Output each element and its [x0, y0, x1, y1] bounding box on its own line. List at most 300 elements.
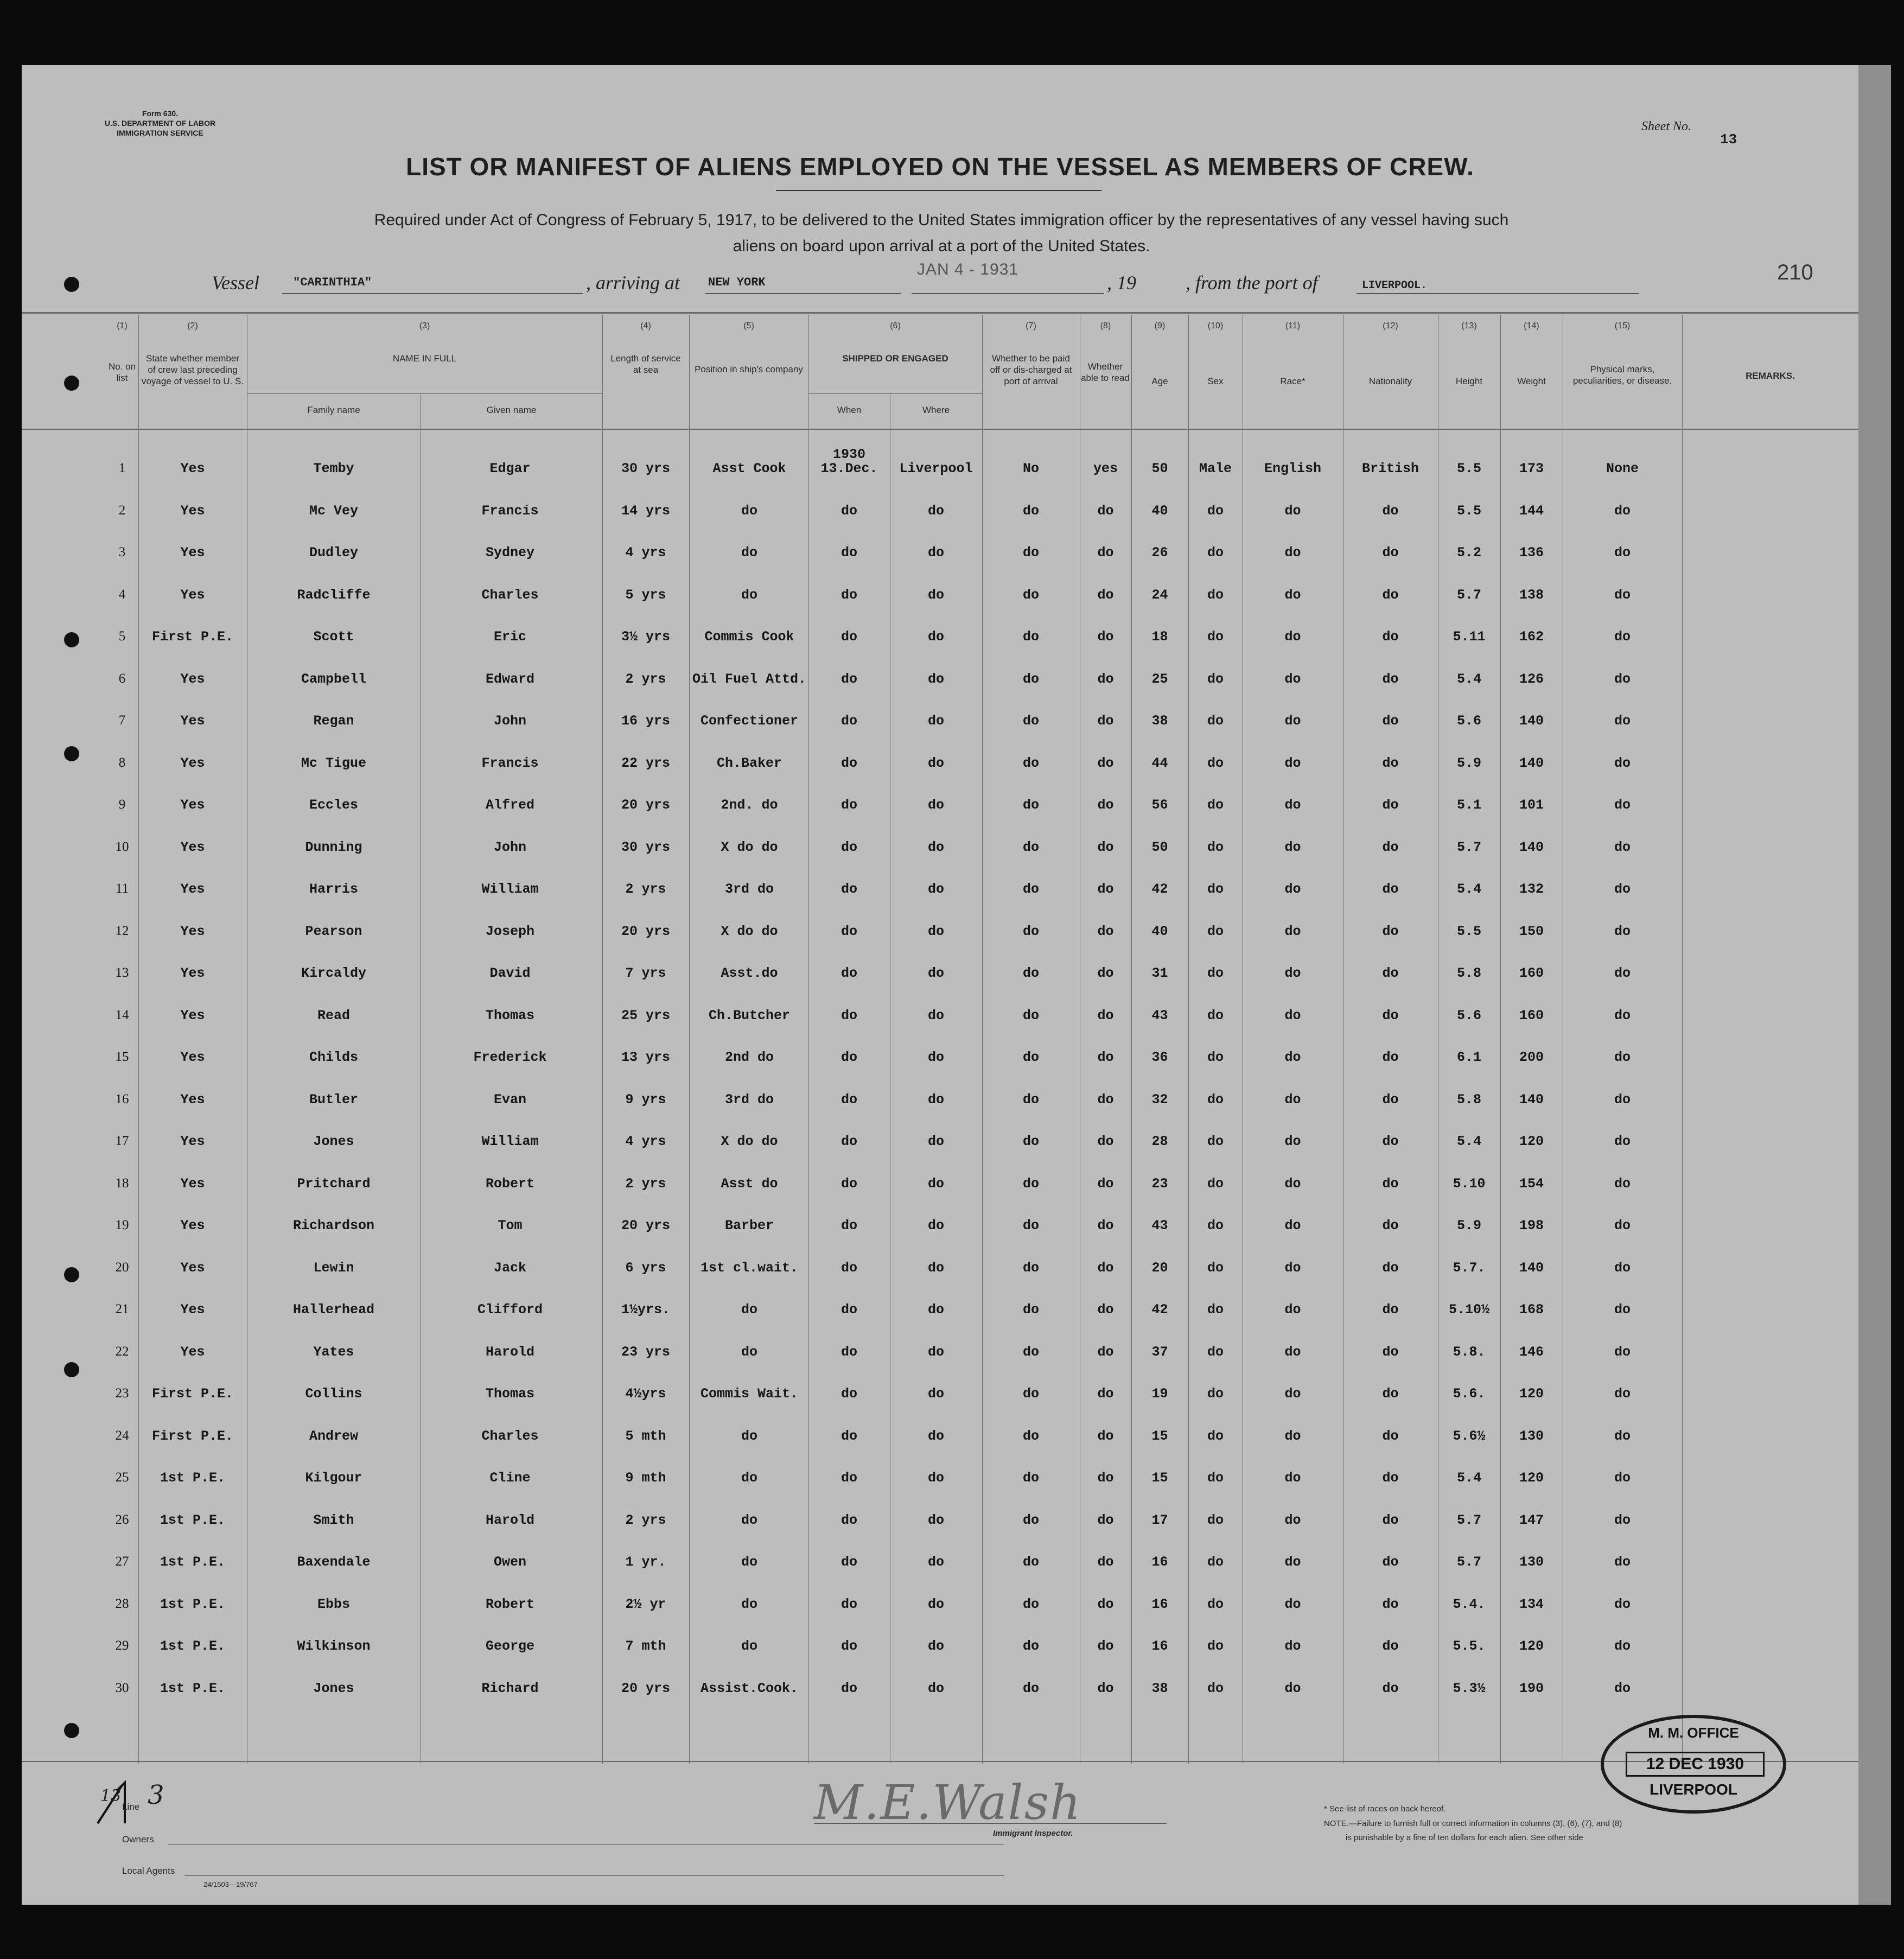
punch-hole: [64, 376, 79, 391]
cell-nationality: do: [1382, 1091, 1399, 1108]
cell-marks: do: [1614, 545, 1631, 561]
cell-no: 6: [118, 671, 126, 686]
cell-paid-off: do: [1022, 1680, 1039, 1696]
cell-service: 23 yrs: [621, 1344, 670, 1360]
cell-read: do: [1097, 1007, 1114, 1023]
cell-given: Frederick: [473, 1050, 547, 1065]
cell-sex: do: [1207, 1050, 1224, 1065]
cell-when: do: [840, 1470, 857, 1486]
cell-given: Edward: [485, 671, 534, 687]
cell-paid-off: do: [1022, 1596, 1039, 1612]
cell-nationality: do: [1382, 629, 1399, 645]
cell-member: Yes: [180, 713, 205, 729]
cell-height: 5.4: [1456, 1470, 1481, 1486]
cell-sex: do: [1207, 1512, 1224, 1528]
cell-height: 5.8: [1456, 965, 1481, 981]
col-num-12: (12): [1383, 321, 1398, 330]
cell-race: do: [1284, 1638, 1301, 1654]
cell-read: do: [1097, 503, 1114, 519]
cell-given: Cline: [489, 1470, 531, 1486]
cell-race: do: [1284, 755, 1301, 771]
cell-age: 15: [1151, 1428, 1168, 1444]
cell-where: Liverpool: [899, 461, 973, 476]
cell-race: do: [1284, 629, 1301, 645]
cell-nationality: do: [1382, 1007, 1399, 1023]
col-num-3: (3): [419, 321, 430, 330]
cell-member: Yes: [180, 1007, 205, 1023]
cell-sex: do: [1207, 1175, 1224, 1192]
header-sex: Sex: [1207, 376, 1224, 386]
cell-nationality: do: [1382, 713, 1399, 729]
cell-where: do: [927, 1470, 944, 1486]
cell-read: do: [1097, 1260, 1114, 1276]
cell-marks: do: [1614, 1175, 1631, 1192]
cell-age: 26: [1151, 545, 1168, 561]
header-length-of-service: Length of service at sea: [610, 353, 681, 375]
cell-service: 4 yrs: [625, 1134, 666, 1149]
cell-weight: 136: [1519, 545, 1544, 561]
cell-family: Wilkinson: [297, 1638, 371, 1654]
cell-height: 5.7: [1456, 1554, 1481, 1570]
cell-read: do: [1097, 629, 1114, 645]
cell-given: Robert: [485, 1596, 534, 1612]
cell-position: Commis Wait.: [700, 1386, 799, 1402]
cell-weight: 126: [1519, 671, 1544, 687]
cell-race: do: [1284, 797, 1301, 813]
cell-race: English: [1264, 461, 1322, 476]
cell-given: Edgar: [489, 461, 531, 476]
header-family-name: Family name: [307, 405, 360, 415]
cell-family: Eccles: [309, 797, 358, 813]
cell-position: 2nd. do: [721, 797, 778, 813]
signature-line: [814, 1823, 1167, 1824]
cell-position: do: [741, 503, 757, 519]
cell-height: 5.11: [1453, 629, 1486, 645]
cell-height: 5.5: [1456, 503, 1481, 519]
cell-when: do: [840, 1218, 857, 1233]
cell-given: John: [493, 839, 526, 855]
cell-sex: do: [1207, 629, 1224, 645]
cell-marks: do: [1614, 1344, 1631, 1360]
cell-family: Kilgour: [305, 1470, 362, 1486]
cell-given: Harold: [485, 1512, 534, 1528]
cell-service: 1 yr.: [625, 1554, 666, 1570]
cell-member: Yes: [180, 923, 205, 939]
cell-race: do: [1284, 1134, 1301, 1149]
cell-service: 2½ yr: [625, 1596, 666, 1612]
cell-given: Tom: [498, 1218, 523, 1233]
cell-where: do: [927, 1344, 944, 1360]
cell-marks: do: [1614, 1091, 1631, 1108]
cell-given: Francis: [481, 503, 539, 519]
shipped-header-rule: [808, 393, 982, 394]
cell-race: do: [1284, 1050, 1301, 1065]
cell-race: do: [1284, 1344, 1301, 1360]
cell-family: Yates: [313, 1344, 354, 1360]
cell-height: 5.1: [1456, 797, 1481, 813]
cell-family: Dunning: [305, 839, 362, 855]
cell-weight: 162: [1519, 629, 1544, 645]
punch-hole: [64, 1267, 79, 1282]
cell-position: do: [741, 1638, 757, 1654]
cell-family: Mc Vey: [309, 503, 358, 519]
cell-paid-off: do: [1022, 1218, 1039, 1233]
cell-member: Yes: [180, 1344, 205, 1360]
cell-position: Barber: [724, 1218, 774, 1233]
cell-family: Scott: [313, 629, 354, 645]
cell-race: do: [1284, 1428, 1301, 1444]
cell-no: 3: [118, 545, 126, 559]
cell-height: 5.3½: [1453, 1680, 1486, 1696]
page-title: LIST OR MANIFEST OF ALIENS EMPLOYED ON THE VESSEL AS MEMBERS OF CREW.: [406, 152, 1474, 181]
cell-no: 20: [115, 1260, 129, 1275]
cell-read: do: [1097, 839, 1114, 855]
cell-no: 11: [115, 881, 129, 896]
cell-no: 26: [115, 1512, 129, 1527]
cell-family: Radcliffe: [297, 587, 371, 603]
cell-read: do: [1097, 1218, 1114, 1233]
cell-no: 8: [118, 755, 126, 770]
cell-position: do: [741, 587, 757, 603]
cell-when: do: [840, 923, 857, 939]
cell-marks: do: [1614, 755, 1631, 771]
col-num-2: (2): [187, 321, 198, 330]
cell-sex: do: [1207, 1302, 1224, 1318]
cell-marks: do: [1614, 671, 1631, 687]
cell-weight: 120: [1519, 1386, 1544, 1402]
cell-family: Collins: [305, 1386, 362, 1402]
from-port-underline: [1357, 293, 1639, 294]
cell-paid-off: do: [1022, 1134, 1039, 1149]
cell-family: Butler: [309, 1091, 358, 1108]
cell-paid-off: do: [1022, 965, 1039, 981]
cell-no: 13: [115, 965, 129, 980]
cell-weight: 101: [1519, 797, 1544, 813]
cell-when: do: [840, 1050, 857, 1065]
cell-read: do: [1097, 1554, 1114, 1570]
cell-nationality: British: [1361, 461, 1419, 476]
cell-sex: do: [1207, 1638, 1224, 1654]
arriving-underline: [705, 293, 901, 294]
cell-paid-off: do: [1022, 1554, 1039, 1570]
cell-nationality: do: [1382, 1134, 1399, 1149]
cell-weight: 130: [1519, 1554, 1544, 1570]
cell-when: do: [840, 1260, 857, 1276]
arriving-port: NEW YORK: [708, 276, 766, 289]
punch-hole: [64, 1723, 79, 1738]
cell-height: 5.4.: [1453, 1596, 1486, 1612]
cell-member: Yes: [180, 671, 205, 687]
handwritten-total: 13: [100, 1786, 122, 1805]
header-able-to-read: Whether able to read: [1081, 361, 1130, 383]
cell-nationality: do: [1382, 1175, 1399, 1192]
cell-paid-off: do: [1022, 1007, 1039, 1023]
cell-family: Temby: [313, 461, 354, 476]
cell-weight: 160: [1519, 1007, 1544, 1023]
cell-read: do: [1097, 1638, 1114, 1654]
sheet-number-label: Sheet No.: [1641, 119, 1691, 133]
cell-no: 5: [118, 629, 126, 644]
cell-service: 25 yrs: [621, 1007, 670, 1023]
cell-service: 2 yrs: [625, 671, 666, 687]
cell-height: 5.5.: [1453, 1638, 1486, 1654]
cell-no: 24: [115, 1428, 129, 1443]
cell-age: 50: [1151, 839, 1168, 855]
cell-when: do: [840, 1554, 857, 1570]
cell-paid-off: do: [1022, 1428, 1039, 1444]
cell-marks: None: [1606, 461, 1639, 476]
date-underline: [912, 293, 1104, 294]
cell-marks: do: [1614, 1007, 1631, 1023]
cell-weight: 134: [1519, 1596, 1544, 1612]
cell-paid-off: do: [1022, 1175, 1039, 1192]
cell-age: 40: [1151, 503, 1168, 519]
punch-hole: [64, 746, 79, 761]
column-divider: [982, 315, 983, 1764]
cell-when: do: [840, 1638, 857, 1654]
cell-when: do: [840, 1134, 857, 1149]
cell-member: 1st P.E.: [160, 1638, 226, 1654]
cell-nationality: do: [1382, 503, 1399, 519]
punch-hole: [64, 277, 79, 292]
form-number: Form 630.: [142, 109, 179, 118]
cell-marks: do: [1614, 1680, 1631, 1696]
cell-weight: 198: [1519, 1218, 1544, 1233]
cell-where: do: [927, 923, 944, 939]
cell-member: First P.E.: [151, 1386, 234, 1402]
cell-when: do: [840, 1302, 857, 1318]
cell-nationality: do: [1382, 1428, 1399, 1444]
cell-height: 5.6.: [1453, 1386, 1486, 1402]
cell-height: 5.10: [1453, 1175, 1486, 1192]
cell-where: do: [927, 1260, 944, 1276]
cell-marks: do: [1614, 1218, 1631, 1233]
cell-race: do: [1284, 1554, 1301, 1570]
header-nationality: Nationality: [1368, 376, 1412, 386]
cell-service: 16 yrs: [621, 713, 670, 729]
cell-when: do: [840, 1386, 857, 1402]
cell-nationality: do: [1382, 923, 1399, 939]
cell-no: 10: [115, 839, 129, 854]
cell-family: Andrew: [309, 1428, 358, 1444]
cell-weight: 120: [1519, 1638, 1544, 1654]
cell-given: Alfred: [485, 797, 534, 813]
subtitle-line-1: Required under Act of Congress of February 5, 1917, to be delivered to the United States immigration officer by the representatives of any vessel having such: [374, 211, 1509, 229]
cell-race: do: [1284, 503, 1301, 519]
cell-nationality: do: [1382, 839, 1399, 855]
cell-member: Yes: [180, 1175, 205, 1192]
cell-family: Campbell: [301, 671, 367, 687]
cell-paid-off: do: [1022, 797, 1039, 813]
cell-read: do: [1097, 587, 1114, 603]
title-underline: [776, 190, 1101, 191]
cell-where: do: [927, 587, 944, 603]
cell-member: Yes: [180, 1260, 205, 1276]
cell-family: Mc Tigue: [301, 755, 367, 771]
cell-nationality: do: [1382, 1680, 1399, 1696]
cell-weight: 168: [1519, 1302, 1544, 1318]
header-remarks: REMARKS.: [1746, 371, 1795, 381]
cell-service: 20 yrs: [621, 923, 670, 939]
header-where: Where: [922, 405, 950, 415]
cell-sex: do: [1207, 671, 1224, 687]
from-port: LIVERPOOL.: [1362, 279, 1428, 292]
cell-when: do: [840, 1428, 857, 1444]
header-position: Position in ship's company: [695, 364, 803, 374]
cell-where: do: [927, 839, 944, 855]
cell-race: do: [1284, 1386, 1301, 1402]
cell-nationality: do: [1382, 1470, 1399, 1486]
cell-service: 5 yrs: [625, 587, 666, 603]
cell-read: do: [1097, 1596, 1114, 1612]
cell-weight: 138: [1519, 587, 1544, 603]
cell-where: do: [927, 545, 944, 561]
cell-member: Yes: [180, 881, 205, 897]
cell-age: 32: [1151, 1091, 1168, 1108]
cell-where: do: [927, 713, 944, 729]
cell-read: do: [1097, 881, 1114, 897]
cell-age: 16: [1151, 1638, 1168, 1654]
cell-family: Read: [317, 1007, 350, 1023]
cell-marks: do: [1614, 1302, 1631, 1318]
cell-paid-off: No: [1022, 461, 1039, 476]
cell-weight: 154: [1519, 1175, 1544, 1192]
cell-given: Thomas: [485, 1007, 534, 1023]
cell-no: 23: [115, 1386, 129, 1401]
cell-race: do: [1284, 881, 1301, 897]
col-num-9: (9): [1154, 321, 1166, 330]
cell-weight: 140: [1519, 713, 1544, 729]
cell-service: 2 yrs: [625, 1512, 666, 1528]
cell-age: 38: [1151, 1680, 1168, 1696]
cell-when: do: [840, 1091, 857, 1108]
cell-given: Clifford: [477, 1302, 543, 1318]
col-num-6: (6): [890, 321, 901, 330]
cell-service: 7 mth: [625, 1638, 666, 1654]
cell-race: do: [1284, 839, 1301, 855]
local-agents-line: [184, 1875, 1004, 1876]
cell-given: William: [481, 1134, 539, 1149]
cell-sex: do: [1207, 1428, 1224, 1444]
header-when: When: [837, 405, 862, 415]
cell-position: 1st cl.wait.: [700, 1260, 799, 1276]
cell-where: do: [927, 965, 944, 981]
cell-sex: do: [1207, 839, 1224, 855]
col-num-5: (5): [743, 321, 754, 330]
cell-no: 16: [115, 1091, 129, 1106]
cell-race: do: [1284, 1302, 1301, 1318]
cell-marks: do: [1614, 1470, 1631, 1486]
cell-age: 16: [1151, 1596, 1168, 1612]
cell-when: do: [840, 545, 857, 561]
column-divider: [1188, 315, 1189, 1764]
cell-marks: do: [1614, 1260, 1631, 1276]
cell-age: 43: [1151, 1007, 1168, 1023]
cell-weight: 140: [1519, 1091, 1544, 1108]
cell-member: Yes: [180, 503, 205, 519]
cell-member: Yes: [180, 545, 205, 561]
cell-weight: 146: [1519, 1344, 1544, 1360]
cell-age: 24: [1151, 587, 1168, 603]
header-given-name: Given name: [486, 405, 537, 415]
cell-sex: do: [1207, 587, 1224, 603]
print-code: 24/1503—19/767: [203, 1880, 258, 1888]
cell-nationality: do: [1382, 797, 1399, 813]
cell-member: Yes: [180, 1218, 205, 1233]
cell-position: do: [741, 1302, 757, 1318]
cell-sex: do: [1207, 1344, 1224, 1360]
arriving-label: , arriving at: [586, 272, 680, 294]
cell-height: 5.8: [1456, 1091, 1481, 1108]
cell-marks: do: [1614, 1554, 1631, 1570]
cell-service: 20 yrs: [621, 797, 670, 813]
cell-read: do: [1097, 1428, 1114, 1444]
cell-family: Baxendale: [297, 1554, 371, 1570]
col-num-14: (14): [1524, 321, 1539, 330]
cell-family: Lewin: [313, 1260, 354, 1276]
cell-weight: 190: [1519, 1680, 1544, 1696]
cell-weight: 150: [1519, 923, 1544, 939]
cell-when: do: [840, 881, 857, 897]
cell-sex: do: [1207, 923, 1224, 939]
cell-race: do: [1284, 1260, 1301, 1276]
cell-service: 2 yrs: [625, 881, 666, 897]
cell-nationality: do: [1382, 1344, 1399, 1360]
cell-weight: 130: [1519, 1428, 1544, 1444]
cell-service: 30 yrs: [621, 461, 670, 476]
cell-position: Ch.Butcher: [708, 1007, 791, 1023]
cell-marks: do: [1614, 1134, 1631, 1149]
penalty-note-2: is punishable by a fine of ten dollars for each alien. See other side: [1346, 1833, 1583, 1842]
cell-service: 14 yrs: [621, 503, 670, 519]
cell-given: Harold: [485, 1344, 534, 1360]
cell-service: 5 mth: [625, 1428, 666, 1444]
col-num-10: (10): [1207, 321, 1224, 330]
cell-paid-off: do: [1022, 629, 1039, 645]
cell-when: do: [840, 1007, 857, 1023]
manifest-page: [22, 65, 1858, 1905]
punch-hole: [64, 632, 79, 647]
from-port-label: , from the port of: [1186, 272, 1318, 294]
cell-race: do: [1284, 1680, 1301, 1696]
cell-service: 3½ yrs: [621, 629, 670, 645]
cell-when: do: [840, 713, 857, 729]
cell-given: Owen: [493, 1554, 526, 1570]
cell-marks: do: [1614, 1596, 1631, 1612]
cell-position: do: [741, 545, 757, 561]
cell-service: 13 yrs: [621, 1050, 670, 1065]
cell-marks: do: [1614, 713, 1631, 729]
cell-no: 25: [115, 1470, 129, 1485]
cell-nationality: do: [1382, 1554, 1399, 1570]
cell-where: do: [927, 1596, 944, 1612]
cell-sex: do: [1207, 881, 1224, 897]
cell-given: Charles: [481, 587, 539, 603]
cell-height: 5.7.: [1453, 1260, 1486, 1276]
column-divider: [1131, 315, 1132, 1764]
cell-age: 25: [1151, 671, 1168, 687]
cell-paid-off: do: [1022, 1302, 1039, 1318]
cell-age: 28: [1151, 1134, 1168, 1149]
header-race: Race*: [1280, 376, 1306, 386]
cell-service: 4 yrs: [625, 545, 666, 561]
cell-age: 19: [1151, 1386, 1168, 1402]
cell-marks: do: [1614, 797, 1631, 813]
inspector-label: Immigrant Inspector.: [993, 1829, 1073, 1838]
cell-no: 14: [115, 1007, 129, 1022]
cell-family: Childs: [309, 1050, 358, 1065]
cell-no: 30: [115, 1680, 129, 1695]
